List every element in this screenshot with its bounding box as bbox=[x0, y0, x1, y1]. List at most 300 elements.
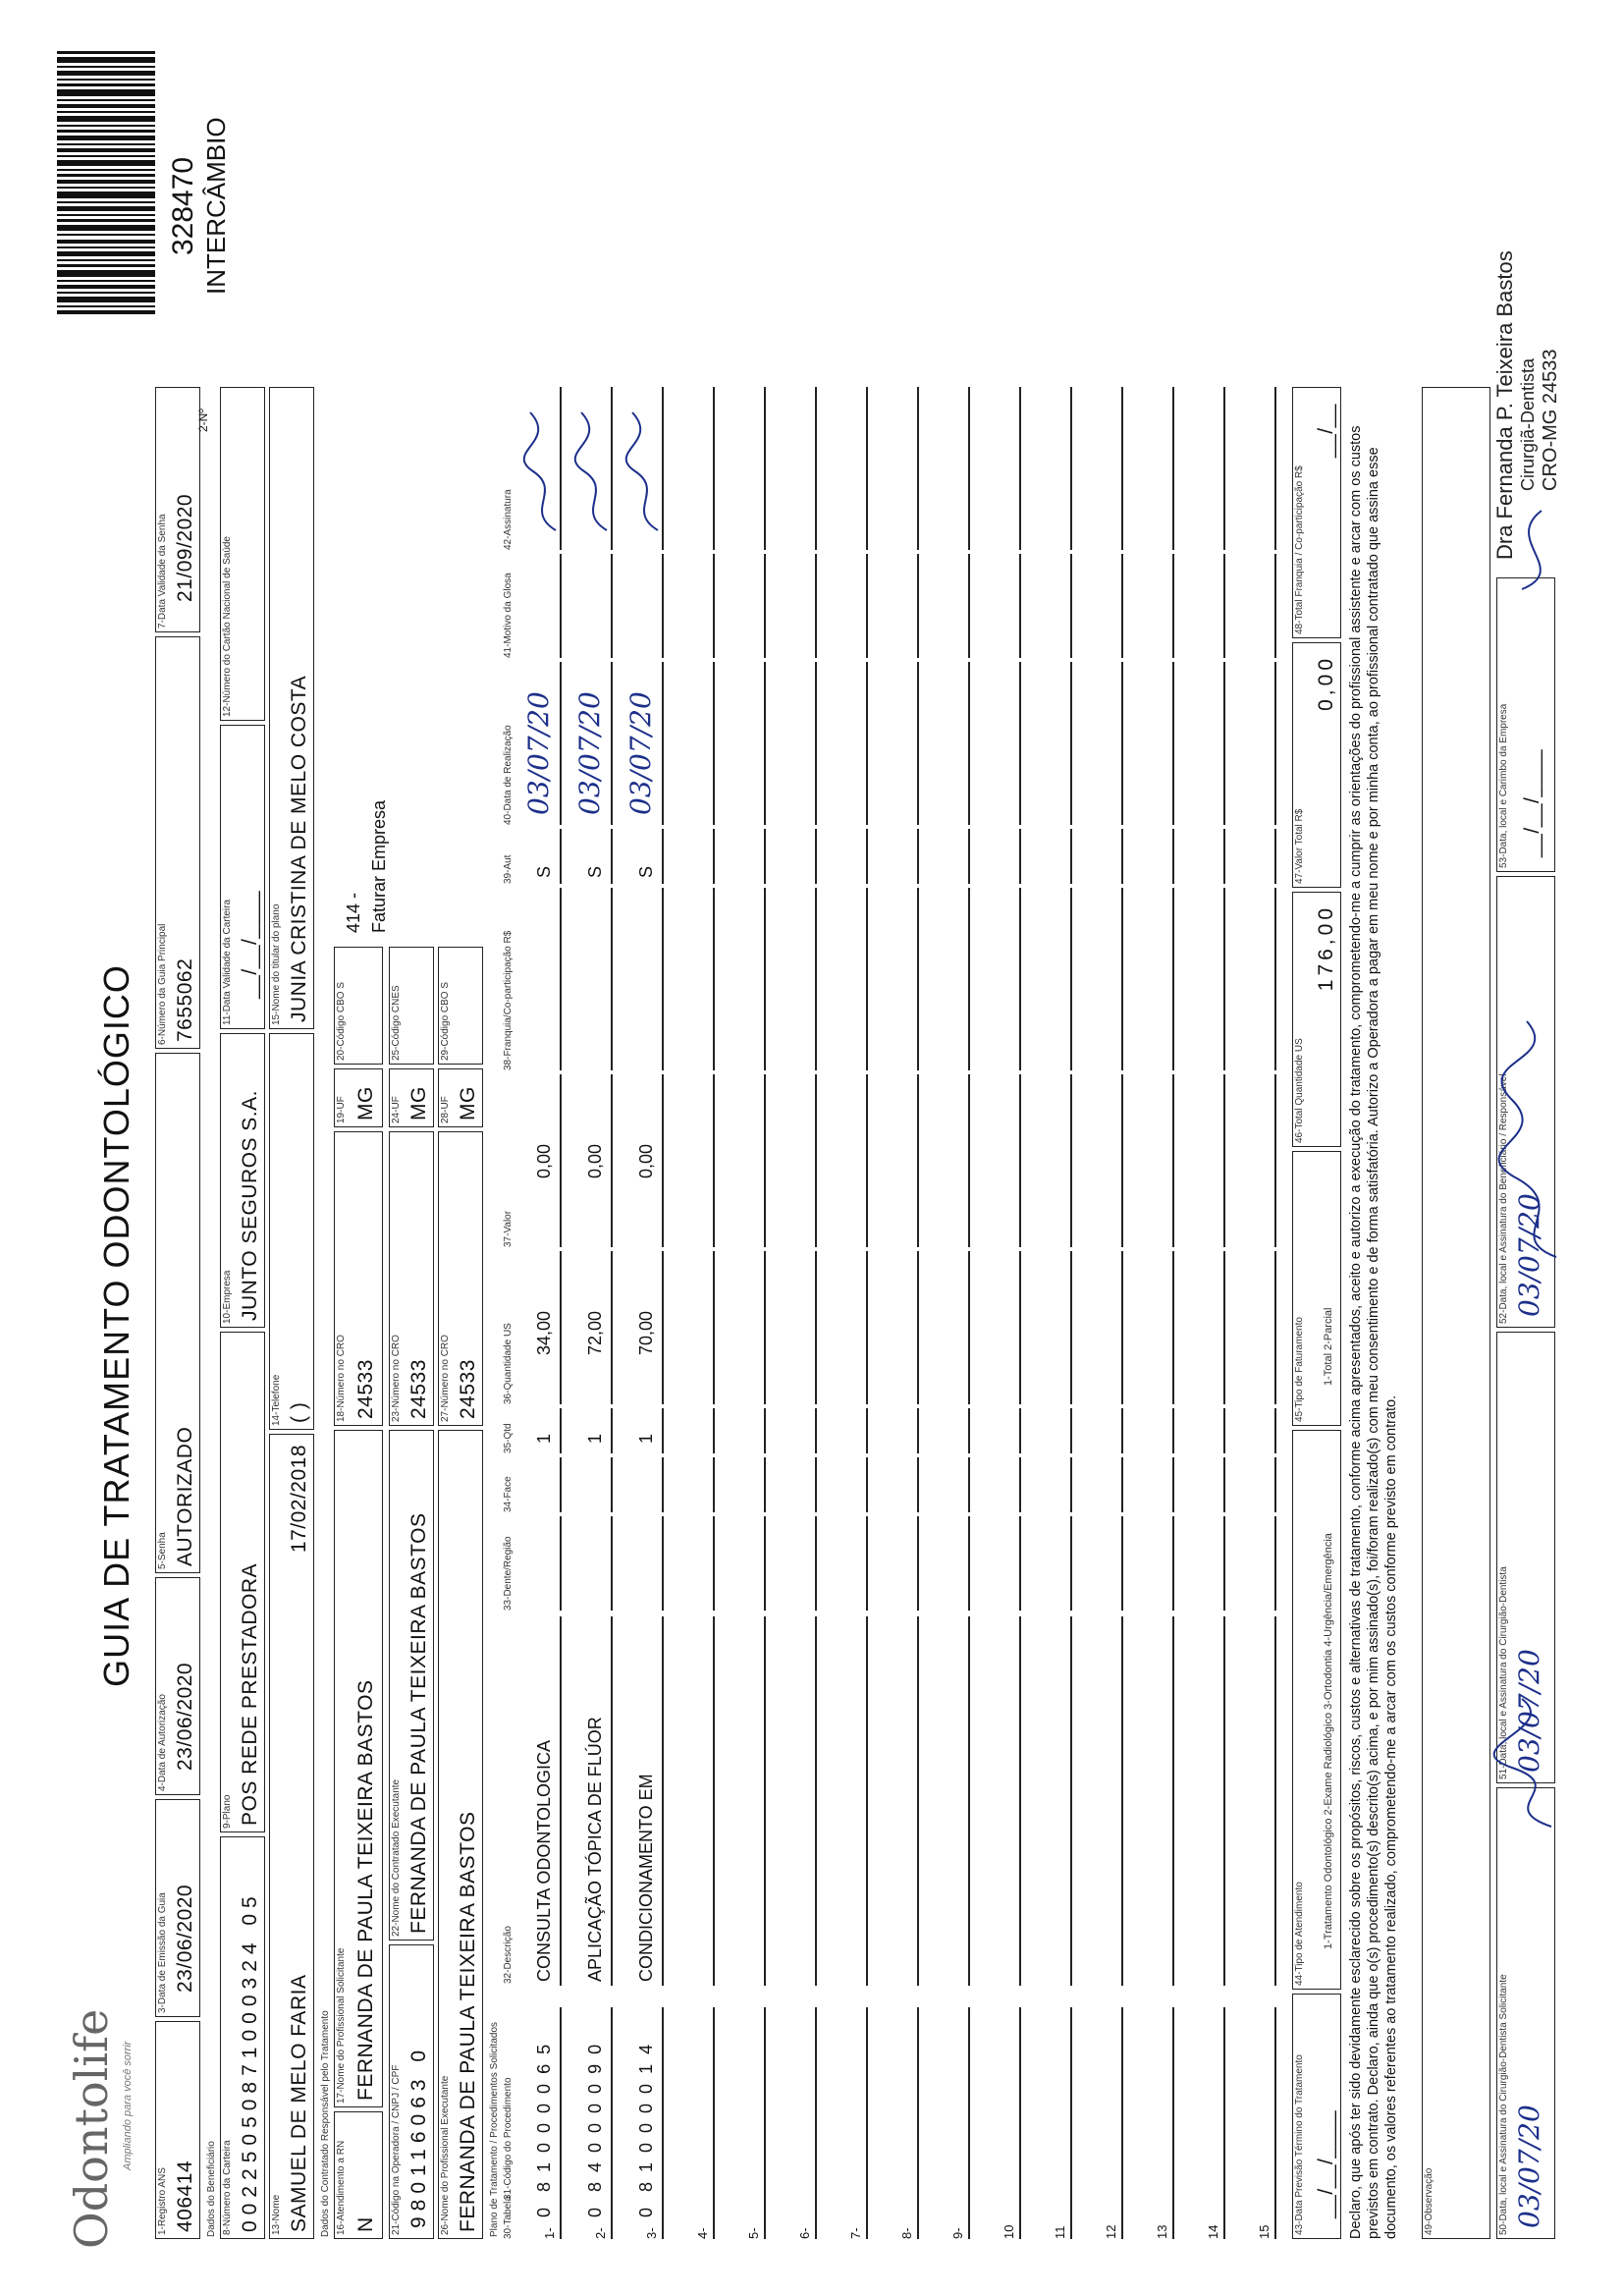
tabela-value: 0 bbox=[585, 2207, 605, 2217]
telefone-box: 14-Telefone ( ) bbox=[269, 1033, 314, 1430]
field-underline bbox=[815, 1516, 817, 1611]
table-row bbox=[1080, 387, 1131, 2239]
field-underline bbox=[1172, 888, 1174, 1070]
field-underline bbox=[917, 1457, 919, 1512]
field-underline bbox=[1172, 554, 1174, 658]
field-underline bbox=[1223, 1251, 1225, 1404]
valor-total-box: 47-Valor Total R$ 0,00 bbox=[1292, 642, 1341, 888]
total-us-value: 176,00 bbox=[1315, 904, 1337, 992]
data-emissao-value: 23/06/2020 bbox=[174, 1884, 196, 1993]
profissional-solicitante-box: 17-Nome do Profissional Solicitante FERNANDA DE PAULA TEIXEIRA BASTOS bbox=[334, 1430, 383, 2107]
us-value: 70,00 bbox=[636, 1310, 656, 1355]
column-header: 40-Data de Realização bbox=[503, 725, 514, 825]
row-number: 11 bbox=[1053, 2225, 1067, 2239]
contratado-executante-box: 22-Nome do Contratado Executante FERNANDA DE PAULA TEIXEIRA BASTOS bbox=[389, 1430, 434, 1941]
field-underline bbox=[815, 1251, 817, 1404]
field-underline bbox=[1223, 554, 1225, 658]
field-underline bbox=[1019, 1251, 1021, 1404]
field-underline bbox=[917, 1408, 919, 1453]
field-underline bbox=[1172, 1074, 1174, 1247]
origin-text: INTERCÂMBIO bbox=[201, 117, 231, 295]
field-underline bbox=[968, 554, 970, 658]
field-underline bbox=[560, 1251, 562, 1404]
row-number: 7- bbox=[848, 2227, 863, 2239]
field-underline bbox=[1223, 2007, 1225, 2239]
field-underline bbox=[560, 1516, 562, 1611]
field-underline bbox=[815, 387, 817, 550]
field-underline bbox=[611, 554, 613, 658]
field-underline bbox=[764, 387, 766, 550]
tabela-value: 0 bbox=[636, 2207, 656, 2217]
section-beneficiario: Dados do Beneficiário bbox=[206, 2141, 217, 2237]
field-underline bbox=[968, 1616, 970, 1986]
column-header: 33-Dente/Região bbox=[503, 1536, 514, 1611]
field-underline bbox=[611, 829, 613, 884]
faturamento-code: 414 - bbox=[344, 892, 363, 933]
table-row bbox=[672, 387, 723, 2239]
field-underline bbox=[866, 1516, 868, 1611]
field-underline bbox=[1070, 1616, 1072, 1986]
field-underline bbox=[1121, 1074, 1123, 1247]
field-underline bbox=[866, 1408, 868, 1453]
field-underline bbox=[815, 829, 817, 884]
codigo-operadora-box: 21-Código na Operadora / CNPJ / CPF 980116063 0 bbox=[389, 1944, 434, 2239]
field-underline bbox=[713, 1408, 715, 1453]
data-autorizacao-value: 23/06/2020 bbox=[174, 1662, 196, 1771]
assinatura-dentista-box[interactable]: 51-Data, local e Assinatura do Cirurgião-Dentista 03/07/20 bbox=[1496, 1332, 1555, 1783]
table-row bbox=[1029, 387, 1080, 2239]
section-contratado: Dados do Contratado Responsável pelo Tratamento bbox=[320, 2010, 331, 2237]
field-underline bbox=[1223, 888, 1225, 1070]
field-underline bbox=[1070, 554, 1072, 658]
field-underline bbox=[1019, 1616, 1021, 1986]
field-underline bbox=[1019, 1074, 1021, 1247]
field-underline bbox=[1274, 1616, 1276, 1986]
aut-value: S bbox=[534, 865, 554, 878]
total-franquia-box: 48-Total Franquia / Co-participação R$ __/__ bbox=[1292, 387, 1341, 638]
us-value: 34,00 bbox=[534, 1310, 554, 1355]
stamp-name: Dra Fernanda P. Teixeira Bastos bbox=[1492, 250, 1517, 560]
field-underline bbox=[1223, 1516, 1225, 1611]
total-us-box: 46-Total Quantidade US 176,00 bbox=[1292, 892, 1341, 1147]
field-underline bbox=[917, 1516, 919, 1611]
uf-executante-box: 24-UF MG bbox=[389, 1068, 434, 1127]
table-row bbox=[876, 387, 927, 2239]
field-underline bbox=[1172, 662, 1174, 825]
valor-value: 0,00 bbox=[636, 1143, 656, 1178]
odontolife-logo: Odontolife bbox=[65, 2008, 118, 2249]
table-row bbox=[1182, 387, 1233, 2239]
field-underline bbox=[764, 888, 766, 1070]
stamp-title: Cirurgiã-Dentista bbox=[1518, 357, 1538, 491]
logo-tagline: Ampliando para você sorrir bbox=[122, 2041, 134, 2170]
data-realizacao-value: 03/07/20 bbox=[624, 691, 657, 815]
table-row bbox=[1233, 387, 1284, 2239]
empresa-box: 10-Empresa JUNTO SEGUROS S.A. bbox=[220, 1033, 265, 1328]
field-underline bbox=[968, 1516, 970, 1611]
field-underline bbox=[764, 1251, 766, 1404]
field-underline bbox=[764, 1457, 766, 1512]
field-underline bbox=[1070, 1074, 1072, 1247]
assinatura-icon bbox=[621, 383, 670, 540]
field-underline bbox=[1172, 829, 1174, 884]
field-underline bbox=[1121, 888, 1123, 1070]
field-underline bbox=[1121, 387, 1123, 550]
field-underline bbox=[1274, 1516, 1276, 1611]
field-underline bbox=[917, 387, 919, 550]
uf-executante-value: MG bbox=[407, 1086, 430, 1121]
field-underline bbox=[866, 662, 868, 825]
field-underline bbox=[917, 554, 919, 658]
field-underline bbox=[1121, 1516, 1123, 1611]
field-underline bbox=[662, 2007, 664, 2239]
field-underline bbox=[1019, 387, 1021, 550]
cro-prof-exec-box: 27-Número no CRO 24533 bbox=[438, 1131, 483, 1426]
titular-value: JUNIA CRISTINA DE MELO COSTA bbox=[288, 675, 310, 1022]
field-underline bbox=[1172, 387, 1174, 550]
validade-carteira-value: __/__/____ bbox=[239, 890, 261, 999]
procedures-table bbox=[518, 387, 1284, 2239]
field-underline bbox=[1172, 1251, 1174, 1404]
descricao-value: APLICAÇÃO TÓPICA DE FLÚOR bbox=[585, 1717, 605, 1982]
field-underline bbox=[1274, 1074, 1276, 1247]
column-header: 34-Face bbox=[503, 1476, 514, 1512]
field-underline bbox=[713, 1457, 715, 1512]
field-underline bbox=[917, 1251, 919, 1404]
field-underline bbox=[1121, 554, 1123, 658]
column-header: 38-Franquia/Co-participação R$ bbox=[503, 930, 514, 1070]
tabela-value: 0 bbox=[534, 2207, 554, 2217]
field-underline bbox=[866, 1457, 868, 1512]
field-underline bbox=[1070, 1408, 1072, 1453]
field-underline bbox=[917, 1616, 919, 1986]
numero-carteira-box: 8-Número da Carteira 00225050871000324 05 bbox=[220, 1836, 265, 2239]
aut-value: S bbox=[636, 865, 656, 878]
table-row bbox=[1131, 387, 1182, 2239]
data-emissao-box: 3-Data de Emissão da Guia 23/06/2020 bbox=[155, 1799, 200, 2017]
table-row bbox=[621, 387, 672, 2239]
field-underline bbox=[917, 888, 919, 1070]
validade-senha-box: 7-Data Validade da Senha 21/09/2020 bbox=[155, 387, 200, 632]
observacao-box: 49-Observação bbox=[1422, 387, 1490, 2239]
row-number: 6- bbox=[797, 2227, 812, 2239]
field-underline bbox=[611, 888, 613, 1070]
codigo-value: 81000014 bbox=[636, 2034, 656, 2192]
qtd-value: 1 bbox=[534, 1433, 554, 1444]
cbo-prof-exec-box: 29-Código CBO S bbox=[438, 947, 483, 1065]
data-realizacao-value: 03/07/20 bbox=[522, 691, 555, 815]
field-underline bbox=[1070, 829, 1072, 884]
procedures-header-row bbox=[503, 387, 518, 2239]
tipo-atendimento-options: 1-Tratamento Odontológico 2-Exame Radiológico 3-Ortodontia 4-Urgência/Emergência bbox=[1323, 1533, 1334, 1949]
column-header: 36-Quantidade US bbox=[503, 1323, 514, 1404]
field-underline bbox=[1223, 1457, 1225, 1512]
previsao-termino-value: __/__/____ bbox=[1315, 2109, 1337, 2218]
field-underline bbox=[560, 554, 562, 658]
registro-ans-box: 1-Registro ANS 406414 bbox=[155, 2021, 200, 2239]
tipo-faturamento-box: 45-Tipo de Faturamento 1-Total 2-Parcial bbox=[1292, 1151, 1341, 1426]
cro-prof-exec-value: 24533 bbox=[457, 1359, 479, 1419]
row-number: 4- bbox=[695, 2227, 710, 2239]
codigo-value: 81000065 bbox=[534, 2034, 554, 2192]
field-underline bbox=[1070, 1457, 1072, 1512]
column-header: 39-Aut bbox=[503, 854, 514, 884]
uf-solicitante-value: MG bbox=[354, 1086, 377, 1121]
field-underline bbox=[1274, 829, 1276, 884]
field-underline bbox=[764, 1516, 766, 1611]
atendimento-rn-box: 16-Atendimento a RN N bbox=[334, 2111, 383, 2239]
field-underline bbox=[713, 888, 715, 1070]
table-row bbox=[518, 387, 569, 2239]
field-underline bbox=[1274, 1457, 1276, 1512]
field-underline bbox=[560, 2007, 562, 2239]
barcode-icon bbox=[57, 49, 155, 314]
field-underline bbox=[1274, 662, 1276, 825]
field-underline bbox=[866, 888, 868, 1070]
row-number: 2- bbox=[593, 2227, 608, 2239]
page-title: GUIA DE TRATAMENTO ODONTOLÓGICO bbox=[96, 964, 136, 1687]
field-underline bbox=[560, 1408, 562, 1453]
field-underline bbox=[1172, 1516, 1174, 1611]
field-underline bbox=[662, 1516, 664, 1611]
validade-senha-value: 21/09/2020 bbox=[174, 493, 196, 602]
numero-carteira-value: 00225050871000324 05 bbox=[239, 1890, 261, 2232]
titular-box: 15-Nome do titular do plano JUNIA CRISTINA DE MELO COSTA bbox=[269, 387, 314, 1029]
field-underline bbox=[968, 662, 970, 825]
guia-principal-box: 6-Número da Guia Principal 7655062 bbox=[155, 636, 200, 1049]
aut-value: S bbox=[585, 865, 605, 878]
valor-value: 0,00 bbox=[585, 1143, 605, 1178]
row-number: 12 bbox=[1104, 2224, 1118, 2239]
field-underline bbox=[815, 1457, 817, 1512]
field-underline bbox=[1274, 1251, 1276, 1404]
field-underline bbox=[1172, 1616, 1174, 1986]
section-procedimentos: Plano de Tratamento / Procedimentos Solicitados bbox=[489, 2021, 500, 2237]
assinatura-dentista-date: 03/07/20 bbox=[1513, 1649, 1545, 1773]
row-number: 3- bbox=[644, 2227, 659, 2239]
column-header: 32-Descrição bbox=[503, 1926, 514, 1984]
field-underline bbox=[611, 1457, 613, 1512]
validade-carteira-box: 11-Data Validade da Carteira __/__/____ bbox=[220, 725, 265, 1029]
field-underline bbox=[1172, 1457, 1174, 1512]
descricao-value: CONSULTA ODONTOLOGICA bbox=[534, 1739, 554, 1982]
field-underline bbox=[1121, 1457, 1123, 1512]
field-underline bbox=[968, 829, 970, 884]
field-underline bbox=[764, 1616, 766, 1986]
field-underline bbox=[560, 1616, 562, 1986]
field-underline bbox=[968, 1408, 970, 1453]
contratado-executante-value: FERNANDA DE PAULA TEIXEIRA BASTOS bbox=[407, 1512, 430, 1934]
guia-principal-value: 7655062 bbox=[174, 957, 196, 1042]
field-underline bbox=[662, 662, 664, 825]
field-underline bbox=[764, 662, 766, 825]
field-underline bbox=[1070, 2007, 1072, 2239]
atendimento-rn-value: N bbox=[354, 2216, 377, 2232]
field-underline bbox=[1274, 387, 1276, 550]
field-underline bbox=[815, 888, 817, 1070]
row-number: 1- bbox=[542, 2227, 557, 2239]
field-underline bbox=[662, 1616, 664, 1986]
field-underline bbox=[611, 1074, 613, 1247]
plano-value: POS REDE PRESTADORA bbox=[239, 1563, 261, 1826]
field-underline bbox=[1121, 829, 1123, 884]
field-underline bbox=[560, 1074, 562, 1247]
field-underline bbox=[866, 387, 868, 550]
field-underline bbox=[968, 1457, 970, 1512]
field-underline bbox=[917, 1074, 919, 1247]
row-number: 5- bbox=[746, 2227, 761, 2239]
column-header: 35-Qtd bbox=[503, 1423, 514, 1453]
column-header: 41-Motivo da Glosa bbox=[503, 573, 514, 658]
declaracao-text: Declaro, que após ter sido devidamente esclarecido sobre os propósitos, riscos, custos e alternativas de tratamento, conforme acima apresentados, aceito e autorizo a execução do tratamento, comprometendo-me a cumprir as orientações do profissional assistente e arcar com os custos previstos em contrato. Declaro, ainda que o(s) procedimento(s) descrito(s) acima, e por mim assinado(s), foi/foram realizado(s) com meu consentimento e de forma satisfatória. Autorizo a Operadora a pagar em meu nome e por minha conta, ao profissional contratado que assina esse documento, os valores referentes ao tratamento realizado, comprometendo-me a arcar com os custos conforme previsto em contrato. bbox=[1348, 425, 1399, 2239]
field-underline bbox=[866, 2007, 868, 2239]
field-underline bbox=[560, 662, 562, 825]
field-underline bbox=[611, 1516, 613, 1611]
field-underline bbox=[1172, 2007, 1174, 2239]
row-number: 8- bbox=[899, 2227, 914, 2239]
assinatura-beneficiario-date: 03/07/20 bbox=[1513, 1193, 1545, 1317]
profissional-executante-value: FERNANDA DE PAULA TEIXEIRA BASTOS bbox=[457, 1811, 479, 2232]
nome-value: SAMUEL DE MELO FARIA bbox=[288, 1974, 310, 2232]
field-underline bbox=[1223, 1616, 1225, 1986]
field-underline bbox=[713, 662, 715, 825]
uf-prof-exec-box: 28-UF MG bbox=[438, 1068, 483, 1127]
field-underline bbox=[764, 2007, 766, 2239]
column-header: 31-Código do Procedimento bbox=[503, 2077, 514, 2200]
field-underline bbox=[713, 1251, 715, 1404]
column-header: 42-Assinatura bbox=[503, 489, 514, 550]
field-underline bbox=[1019, 554, 1021, 658]
field-underline bbox=[1070, 662, 1072, 825]
field-underline bbox=[662, 829, 664, 884]
qtd-value: 1 bbox=[636, 1433, 656, 1444]
field-underline bbox=[1121, 1251, 1123, 1404]
us-value: 72,00 bbox=[585, 1310, 605, 1355]
carimbo-empresa-box[interactable]: 53-Data, local e Carimbo da Empresa __/__/____ bbox=[1496, 577, 1555, 872]
field-underline bbox=[1070, 1516, 1072, 1611]
field-underline bbox=[1274, 1408, 1276, 1453]
field-underline bbox=[764, 1408, 766, 1453]
field-underline bbox=[1070, 1251, 1072, 1404]
field-underline bbox=[866, 554, 868, 658]
field-underline bbox=[560, 1457, 562, 1512]
field-underline bbox=[815, 1616, 817, 1986]
field-underline bbox=[713, 554, 715, 658]
plano-box: 9-Plano POS REDE PRESTADORA bbox=[220, 1332, 265, 1832]
field-underline bbox=[866, 1616, 868, 1986]
field-underline bbox=[713, 1074, 715, 1247]
field-underline bbox=[1274, 554, 1276, 658]
table-row bbox=[825, 387, 876, 2239]
codigo-value: 84000090 bbox=[585, 2034, 605, 2192]
field-underline bbox=[662, 1408, 664, 1453]
field-underline bbox=[662, 554, 664, 658]
cro-solicitante-value: 24533 bbox=[354, 1359, 377, 1419]
field-underline bbox=[1019, 829, 1021, 884]
field-underline bbox=[1223, 387, 1225, 550]
field-underline bbox=[560, 829, 562, 884]
field-underline bbox=[1172, 1408, 1174, 1453]
row-number: 9- bbox=[950, 2227, 965, 2239]
uf-prof-exec-value: MG bbox=[457, 1086, 479, 1121]
table-row bbox=[978, 387, 1029, 2239]
table-row bbox=[927, 387, 978, 2239]
nome-box: 13-Nome SAMUEL DE MELO FARIA 17/02/2018 bbox=[269, 1434, 314, 2239]
cns-box: 12-Número do Cartão Nacional de Saúde bbox=[220, 387, 265, 721]
cro-solicitante-box: 18-Número no CRO 24533 bbox=[334, 1131, 383, 1426]
field-underline bbox=[968, 387, 970, 550]
field-underline bbox=[917, 829, 919, 884]
column-header: 30-Tabela bbox=[503, 2196, 514, 2239]
field-underline bbox=[1223, 662, 1225, 825]
field-underline bbox=[1274, 888, 1276, 1070]
field-underline bbox=[764, 829, 766, 884]
field-underline bbox=[815, 662, 817, 825]
field-underline bbox=[713, 1616, 715, 1986]
field-underline bbox=[968, 1074, 970, 1247]
field-underline bbox=[917, 2007, 919, 2239]
assinatura-solicitante-box[interactable]: 50-Data, local e Assinatura do Cirurgião-Dentista Solicitante 03/07/20 bbox=[1496, 1787, 1555, 2239]
field-underline bbox=[1019, 1408, 1021, 1453]
field-underline bbox=[662, 1457, 664, 1512]
field-underline bbox=[1223, 1408, 1225, 1453]
field-underline bbox=[1121, 2007, 1123, 2239]
tipo-atendimento-box: 44-Tipo de Atendimento 1-Tratamento Odontológico 2-Exame Radiológico 3-Ortodontia 4-Urgência/Emergência bbox=[1292, 1430, 1341, 1990]
field-underline bbox=[1223, 829, 1225, 884]
row-number: 10 bbox=[1001, 2224, 1016, 2239]
field-underline bbox=[611, 1408, 613, 1453]
assinatura-solicitante-date: 03/07/20 bbox=[1513, 2105, 1545, 2228]
empresa-value: JUNTO SEGUROS S.A. bbox=[239, 1090, 261, 1321]
qtd-value: 1 bbox=[585, 1433, 605, 1444]
assinatura-icon bbox=[569, 383, 619, 540]
assinatura-beneficiario-box[interactable]: 52-Data, local e Assinatura do Beneficiário / Responsável 03/07/20 bbox=[1496, 876, 1555, 1328]
senha-value: AUTORIZADO bbox=[174, 1426, 196, 1566]
data-realizacao-value: 03/07/20 bbox=[573, 691, 606, 815]
field-underline bbox=[1121, 1408, 1123, 1453]
row-number: 13 bbox=[1155, 2224, 1169, 2239]
field-underline bbox=[1223, 1074, 1225, 1247]
field-underline bbox=[968, 888, 970, 1070]
field-underline bbox=[866, 829, 868, 884]
field-underline bbox=[611, 2007, 613, 2239]
carimbo-empresa-value: __/__/____ bbox=[1521, 748, 1543, 857]
field-underline bbox=[917, 662, 919, 825]
registro-ans-value: 406414 bbox=[174, 2159, 196, 2232]
field-underline bbox=[1019, 1516, 1021, 1611]
field-underline bbox=[662, 1251, 664, 1404]
previsao-termino-box: 43-Data Previsão Término do Tratamento __/__/____ bbox=[1292, 1994, 1341, 2239]
field-underline bbox=[560, 888, 562, 1070]
field-underline bbox=[611, 1616, 613, 1986]
data-autorizacao-box: 4-Data de Autorização 23/06/2020 bbox=[155, 1577, 200, 1795]
field-underline bbox=[713, 2007, 715, 2239]
valor-total-value: 0,00 bbox=[1315, 655, 1337, 711]
nascimento-value: 17/02/2018 bbox=[288, 1445, 310, 1554]
table-row bbox=[723, 387, 774, 2239]
field-underline bbox=[1019, 662, 1021, 825]
row-number: 14 bbox=[1206, 2224, 1220, 2239]
field-underline bbox=[1019, 1457, 1021, 1512]
valor-value: 0,00 bbox=[534, 1143, 554, 1178]
field-underline bbox=[1019, 2007, 1021, 2239]
codigo-operadora-value: 980116063 0 bbox=[407, 2044, 430, 2228]
table-row bbox=[569, 387, 621, 2239]
field-underline bbox=[815, 1408, 817, 1453]
column-header: 37-Valor bbox=[503, 1210, 514, 1247]
descricao-value: CONDICIONAMENTO EM bbox=[636, 1774, 656, 1982]
profissional-solicitante-value: FERNANDA DE PAULA TEIXEIRA BASTOS bbox=[354, 1679, 377, 2101]
